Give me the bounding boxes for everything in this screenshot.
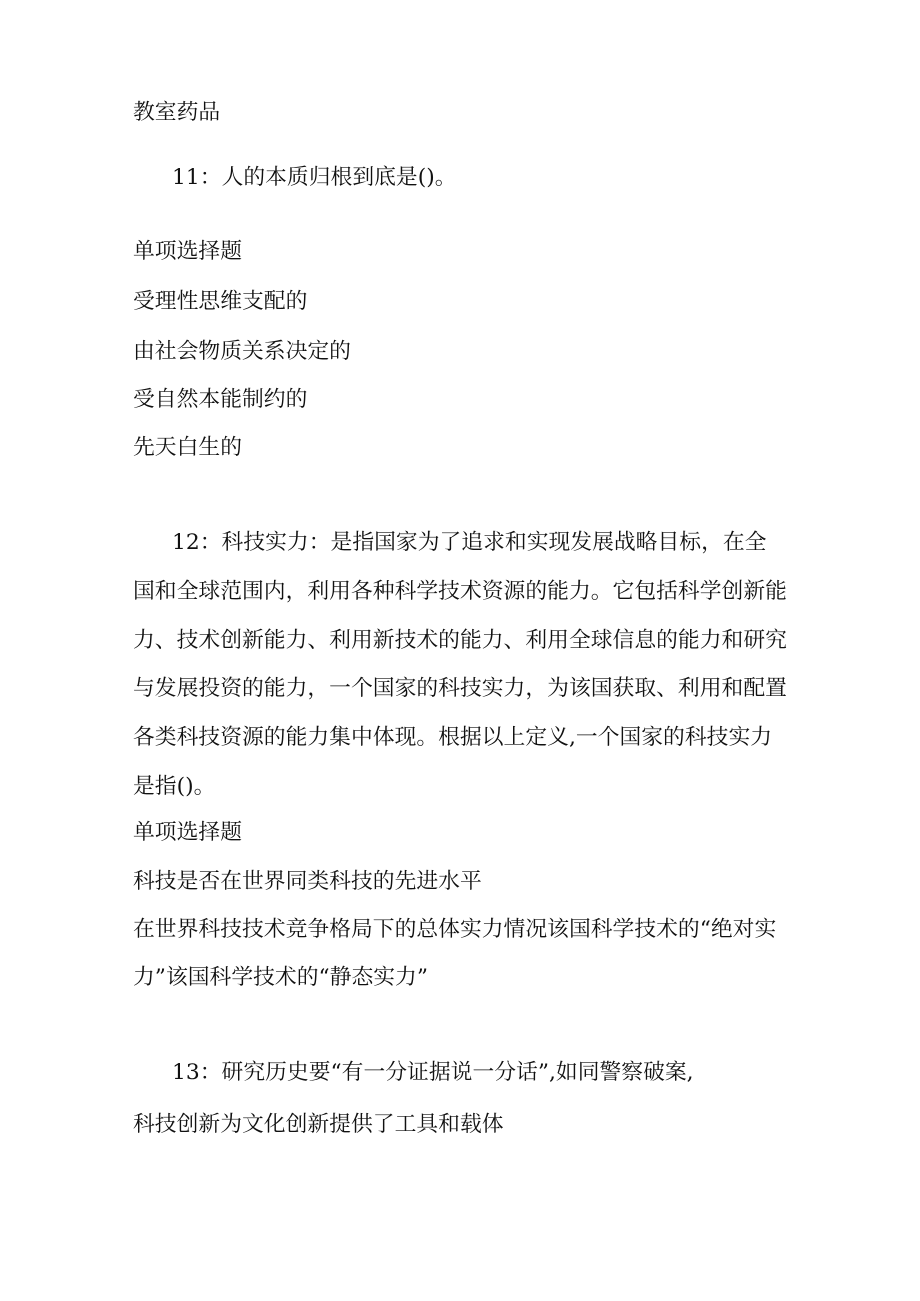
option: 科技是否在世界同类科技的先进水平 [133, 869, 482, 894]
option: 受理性思维支配的 [133, 289, 308, 314]
question-type: 单项选择题 [133, 820, 242, 845]
text-line: 科技创新为文化创新提供了工具和载体 [133, 1112, 504, 1137]
question-12-line: 与发展投资的能力，一个国家的科技实力，为该国获取、利用和配置 [133, 676, 787, 701]
question-12-line: 国和全球范围内，利用各种科学技术资源的能力。它包括科学创新能 [133, 579, 787, 604]
text-line: 教室药品 [133, 100, 221, 125]
option: 由社会物质关系决定的 [133, 339, 351, 364]
question-13: 13：研究历史要“有一分证据说一分话”,如同警察破案, [172, 1060, 694, 1085]
question-type: 单项选择题 [133, 239, 242, 264]
option: 受自然本能制约的 [133, 387, 308, 412]
question-12-line: 力、技术创新能力、利用新技术的能力、利用全球信息的能力和研究 [133, 628, 787, 653]
question-12-line: 是指()。 [133, 774, 216, 799]
question-11: 11：人的本质归根到底是()。 [172, 165, 457, 190]
option: 先天白生的 [133, 435, 242, 460]
question-12: 12：科技实力：是指国家为了追求和实现发展战略目标，在全 [172, 530, 767, 555]
option: 力”该国科学技术的“静态实力” [133, 965, 428, 990]
option: 在世界科技技术竞争格局下的总体实力情况该国科学技术的“绝对实 [133, 917, 777, 942]
question-12-line: 各类科技资源的能力集中体现。根据以上定义,一个国家的科技实力 [133, 725, 773, 750]
